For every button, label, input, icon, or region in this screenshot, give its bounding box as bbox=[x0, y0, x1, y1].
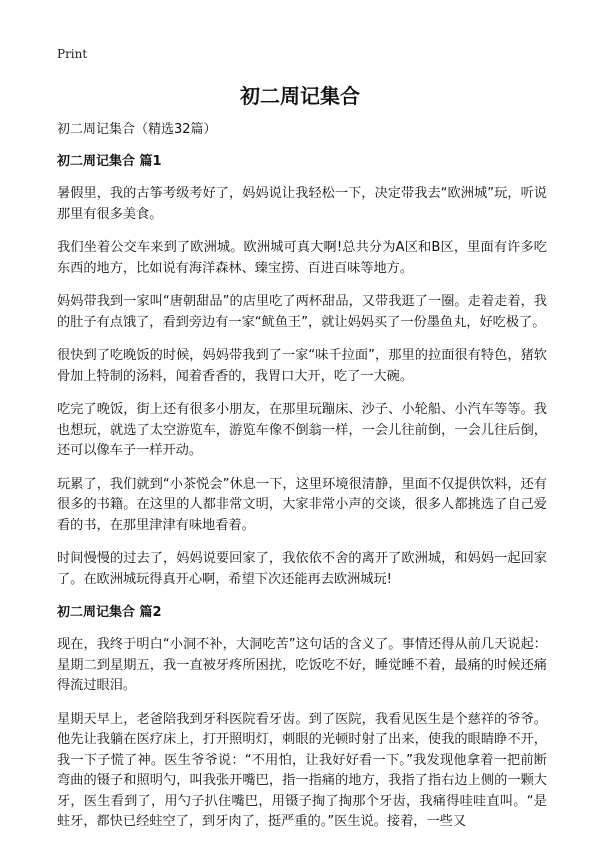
paragraph: 暑假里，我的古筝考级考好了，妈妈说让我轻松一下，决定带我去“欧洲城”玩，听说那里有很多美食。 bbox=[57, 186, 547, 222]
section-1 bbox=[57, 152, 547, 590]
page-title: 初二周记集合 bbox=[240, 84, 360, 108]
document-subtitle: 初二周记集合（精选32篇） bbox=[57, 122, 217, 137]
document-body bbox=[57, 120, 547, 846]
paragraph: 玩累了，我们就到“小茶悦会”休息一下，这里环境很清静，里面不仅提供饮料，还有很多的书籍。在这里的人都非常文明，大家非常小声的交谈，很多人都挑选了自己爱看的书，在那里津津有味地看着。 bbox=[57, 476, 547, 533]
paragraph: 很快到了吃晚饭的时候，妈妈带我到了一家“味千拉面”，那里的拉面很有特色，猪软骨加上特制的汤料，闻着香香的，我胃口大开，吃了一大碗。 bbox=[57, 348, 547, 384]
paragraph: 我们坐着公交车来到了欧洲城。欧洲城可真大啊!总共分为A区和B区，里面有许多吃东西的地方，比如说有海洋森林、臻宝捞、百进百味等地方。 bbox=[57, 240, 547, 276]
paragraph: 吃完了晚饭，街上还有很多小朋友，在那里玩蹦床、沙子、小轮船、小汽车等等。我也想玩，就选了太空游览车，游览车像不倒翁一样，一会儿往前倒，一会儿往后倒，还可以像车子一样开动。 bbox=[57, 402, 547, 458]
section-heading: 初二周记集合 篇1 bbox=[57, 154, 162, 169]
section-2 bbox=[57, 603, 547, 833]
print-link[interactable]: Print bbox=[57, 47, 88, 61]
paragraph: 星期天早上，老爸陪我到牙科医院看牙齿。到了医院，我看见医生是个慈祥的爷爷。他先让我躺在医疗床上，打开照明灯，刺眼的光顿时射了出来，使我的眼睛睁不开，我一下子慌了神。医生爷爷说：“不用怕，让我好好看一下。”我发现他拿着一把前断弯曲的镊子和照明勺，叫我张开嘴巴，指一指痛的地方，我指了指右边上侧的一颗大牙，医生看到了，用勺子扒住嘴巴，用镊子掏了掏那个牙齿，我痛得哇哇直叫。“是蛀牙，都快已经蛀空了，到牙肉了，挺严重的。”医生说。接着，一些又 bbox=[57, 711, 547, 829]
section-heading: 初二周记集合 篇2 bbox=[57, 605, 162, 620]
paragraph: 时间慢慢的过去了，妈妈说要回家了，我依依不舍的离开了欧洲城，和妈妈一起回家了。在欧洲城玩得真开心啊，希望下次还能再去欧洲城玩! bbox=[57, 551, 547, 587]
paragraph: 妈妈带我到一家叫“唐朝甜品”的店里吃了两杯甜品，又带我逛了一圈。走着走着，我的肚子有点饿了，看到旁边有一家“鱿鱼王”，就让妈妈买了一份墨鱼丸，好吃极了。 bbox=[57, 294, 547, 330]
paragraph: 现在，我终于明白“小洞不补，大洞吃苦”这句话的含义了。事情还得从前几天说起：星期二到星期五，我一直被牙疼所困扰，吃饭吃不好，睡觉睡不着，最痛的时候还痛得流过眼泪。 bbox=[57, 637, 547, 693]
